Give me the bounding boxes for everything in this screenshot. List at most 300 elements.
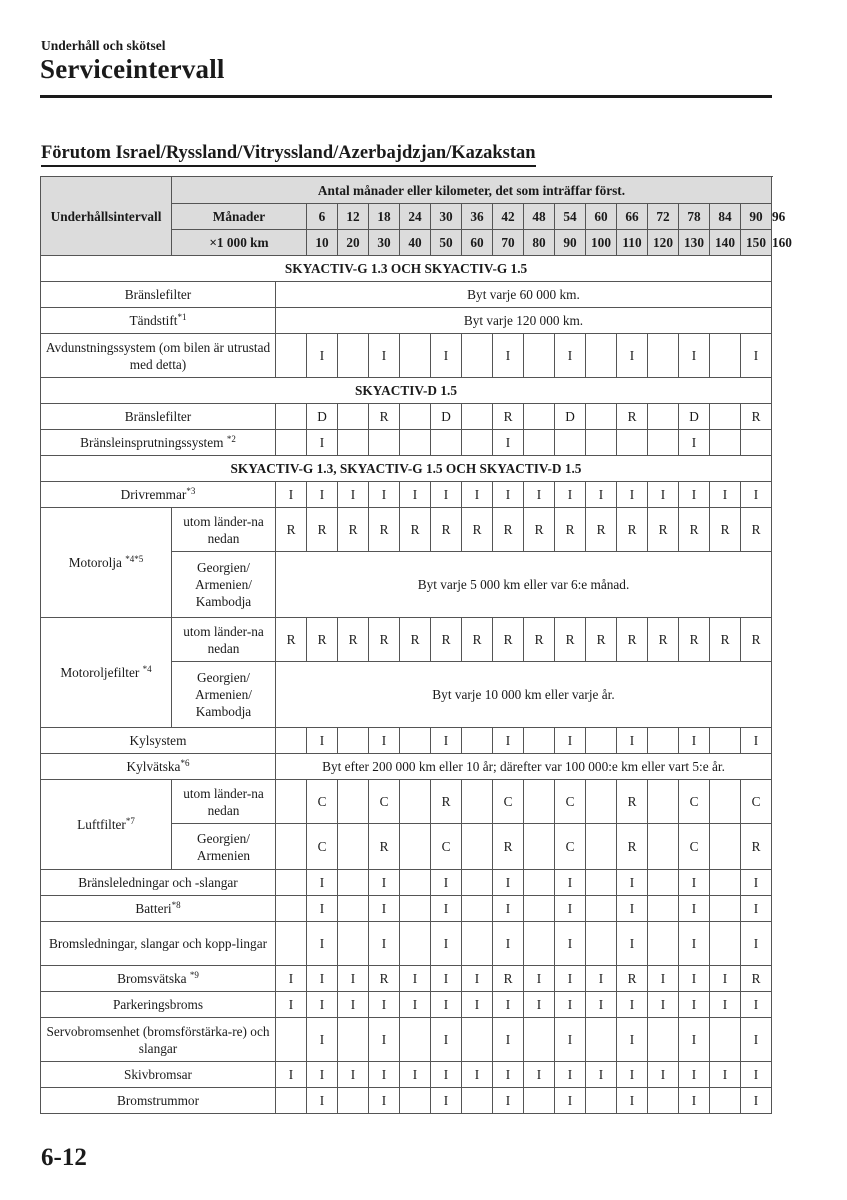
interval-cell: I	[741, 1018, 772, 1062]
service-interval-table	[40, 176, 792, 1114]
interval-cell: I	[431, 896, 462, 922]
interval-cell	[648, 1018, 679, 1062]
interval-cell	[586, 896, 617, 922]
interval-cell	[400, 1088, 431, 1114]
interval-cell: I	[338, 1062, 369, 1088]
section-heading: SKYACTIV-G 1.3 OCH SKYACTIV-G 1.5	[41, 256, 772, 282]
section-row	[41, 456, 772, 482]
km-header: 120	[648, 230, 679, 256]
region-label: utom länder-na nedan	[172, 508, 276, 552]
interval-cell: I	[555, 334, 586, 378]
interval-cell: I	[431, 1018, 462, 1062]
footnote-marker: *4	[142, 664, 152, 674]
interval-cell: I	[679, 966, 710, 992]
interval-cell: I	[462, 482, 493, 508]
month-header: 30	[431, 204, 462, 230]
km-header: 150	[741, 230, 772, 256]
interval-cell: D	[307, 404, 338, 430]
interval-cell	[586, 404, 617, 430]
month-header: 42	[493, 204, 524, 230]
interval-cell	[648, 780, 679, 824]
interval-cell: C	[493, 780, 524, 824]
item-name: Motoroljefilter	[60, 665, 143, 680]
km-header: 110	[617, 230, 648, 256]
interval-cell: R	[710, 508, 741, 552]
interval-cell	[338, 1018, 369, 1062]
interval-cell: D	[679, 404, 710, 430]
interval-cell	[276, 922, 307, 966]
interval-cell: R	[555, 618, 586, 662]
interval-cell: I	[369, 922, 400, 966]
interval-cell	[276, 780, 307, 824]
interval-cell	[462, 334, 493, 378]
interval-cell	[710, 922, 741, 966]
interval-cell	[338, 430, 369, 456]
item-label	[41, 308, 276, 334]
item-name: Luftfilter	[77, 817, 126, 832]
interval-cell: I	[369, 896, 400, 922]
month-header: 24	[400, 204, 431, 230]
interval-cell: I	[493, 1062, 524, 1088]
interval-cell: R	[679, 618, 710, 662]
month-header: 66	[617, 204, 648, 230]
interval-cell	[710, 404, 741, 430]
header-row-km: ×1 000 km 10 20 30 40 50 60 70 80 90 100 110 120 130 140 150 160	[41, 230, 772, 256]
interval-cell: I	[493, 1088, 524, 1114]
month-header: 18	[369, 204, 400, 230]
interval-cell: R	[617, 824, 648, 870]
interval-cell: I	[369, 334, 400, 378]
interval-cell: R	[493, 618, 524, 662]
table-row	[41, 896, 772, 922]
section-label: Underhåll och skötsel	[41, 38, 166, 53]
item-name: Bränsleledningar och -slangar	[78, 875, 238, 890]
item-label	[41, 282, 276, 308]
interval-cell: I	[307, 1062, 338, 1088]
interval-cell: R	[462, 618, 493, 662]
interval-cell	[586, 780, 617, 824]
section-heading: SKYACTIV-D 1.5	[41, 378, 772, 404]
interval-cell: I	[307, 430, 338, 456]
interval-cell	[338, 896, 369, 922]
table-row	[41, 966, 772, 992]
interval-cell	[648, 1088, 679, 1114]
interval-cell	[710, 728, 741, 754]
interval-cell	[524, 896, 555, 922]
interval-cell: I	[617, 896, 648, 922]
interval-cell	[586, 728, 617, 754]
item-name: Bromsledningar, slangar och kopp-lingar	[48, 936, 268, 951]
region-label: Georgien/ Armenien	[172, 824, 276, 870]
interval-cell: I	[338, 992, 369, 1018]
interval-cell: I	[369, 728, 400, 754]
interval-cell	[710, 896, 741, 922]
interval-cell: R	[741, 404, 772, 430]
interval-cell: I	[338, 966, 369, 992]
interval-cell: C	[741, 780, 772, 824]
interval-cell	[648, 430, 679, 456]
interval-cell: I	[431, 334, 462, 378]
footnote-marker: *7	[125, 816, 135, 826]
interval-cell	[617, 430, 648, 456]
interval-cell	[400, 334, 431, 378]
interval-cell: R	[617, 508, 648, 552]
interval-cell: I	[524, 992, 555, 1018]
interval-cell: R	[276, 508, 307, 552]
interval-cell: I	[648, 1062, 679, 1088]
interval-cell: I	[524, 1062, 555, 1088]
interval-cell: R	[586, 508, 617, 552]
item-label	[41, 1062, 276, 1088]
interval-cell: R	[493, 966, 524, 992]
interval-cell: I	[586, 1062, 617, 1088]
interval-cell	[276, 728, 307, 754]
item-name: Bränsleinsprutningssystem	[80, 435, 227, 450]
interval-cell: R	[276, 618, 307, 662]
interval-cell: I	[431, 728, 462, 754]
interval-cell: I	[307, 870, 338, 896]
interval-cell: C	[431, 824, 462, 870]
table-row	[41, 404, 772, 430]
interval-cell	[586, 870, 617, 896]
item-name: Avdunstningssystem (om bilen är utrustad med detta)	[45, 339, 271, 372]
table-row	[41, 1018, 772, 1062]
interval-cell: I	[679, 1088, 710, 1114]
interval-cell	[710, 1018, 741, 1062]
interval-cell	[462, 896, 493, 922]
item-name: Bränslefilter	[124, 409, 192, 424]
interval-cell: I	[493, 482, 524, 508]
interval-cell: I	[493, 870, 524, 896]
km-header: 90	[555, 230, 586, 256]
region-label: utom länder-na nedan	[172, 618, 276, 662]
table-row	[41, 508, 772, 552]
interval-cell: I	[338, 482, 369, 508]
interval-cell	[400, 728, 431, 754]
interval-cell: I	[276, 992, 307, 1018]
interval-cell: R	[617, 404, 648, 430]
interval-cell	[338, 1088, 369, 1114]
interval-cell: I	[431, 992, 462, 1018]
interval-cell: C	[679, 824, 710, 870]
interval-cell: I	[307, 334, 338, 378]
item-label	[41, 870, 276, 896]
interval-cell	[338, 780, 369, 824]
interval-cell: I	[679, 430, 710, 456]
interval-cell: I	[555, 728, 586, 754]
table-row	[41, 992, 772, 1018]
interval-cell: I	[617, 922, 648, 966]
interval-cell: C	[679, 780, 710, 824]
interval-cell	[462, 870, 493, 896]
interval-cell: R	[555, 508, 586, 552]
interval-cell: I	[679, 992, 710, 1018]
interval-cell: R	[710, 618, 741, 662]
interval-cell	[524, 430, 555, 456]
interval-cell: I	[400, 966, 431, 992]
item-name: Tändstift	[129, 313, 178, 328]
footnote-marker: *1	[177, 312, 187, 322]
interval-cell: I	[555, 482, 586, 508]
table-row	[41, 1088, 772, 1114]
item-name: Kylvätska	[126, 759, 181, 774]
interval-cell: I	[369, 482, 400, 508]
item-name: Kylsystem	[129, 733, 187, 748]
interval-cell	[586, 430, 617, 456]
interval-cell: I	[555, 1088, 586, 1114]
interval-cell: I	[710, 992, 741, 1018]
interval-cell	[400, 922, 431, 966]
interval-cell: I	[493, 334, 524, 378]
interval-cell: C	[555, 824, 586, 870]
interval-cell: I	[679, 896, 710, 922]
interval-cell: I	[307, 728, 338, 754]
interval-cell: I	[555, 966, 586, 992]
interval-cell: I	[431, 1088, 462, 1114]
interval-cell	[369, 430, 400, 456]
item-label	[41, 618, 172, 728]
footnote-marker: *3	[186, 486, 196, 496]
interval-cell	[648, 870, 679, 896]
interval-cell: I	[710, 966, 741, 992]
item-label	[41, 508, 172, 618]
interval-cell: C	[555, 780, 586, 824]
interval-cell	[524, 334, 555, 378]
interval-cell	[648, 896, 679, 922]
item-label	[41, 430, 276, 456]
interval-cell: I	[524, 966, 555, 992]
interval-cell: R	[307, 508, 338, 552]
interval-cell: I	[741, 1062, 772, 1088]
region-label: utom länder-na nedan	[172, 780, 276, 824]
months-label: Månader	[172, 204, 307, 230]
interval-cell: I	[555, 870, 586, 896]
section-row	[41, 378, 772, 404]
interval-cell	[648, 824, 679, 870]
interval-cell: I	[741, 482, 772, 508]
interval-cell: I	[617, 1088, 648, 1114]
interval-cell	[338, 728, 369, 754]
interval-cell	[462, 430, 493, 456]
section-row	[41, 256, 772, 282]
interval-cell: I	[741, 896, 772, 922]
interval-cell	[524, 1018, 555, 1062]
table-row	[41, 334, 772, 378]
interval-cell	[524, 780, 555, 824]
interval-cell: R	[617, 618, 648, 662]
item-name: Motorolja	[68, 555, 126, 570]
region-subtitle: Förutom Israel/Ryssland/Vitryssland/Azerbajdzjan/Kazakstan	[41, 142, 536, 167]
interval-cell: I	[307, 966, 338, 992]
interval-cell: R	[369, 618, 400, 662]
interval-cell	[462, 1088, 493, 1114]
interval-cell: R	[741, 508, 772, 552]
month-header: 36	[462, 204, 493, 230]
interval-cell: I	[307, 922, 338, 966]
km-header: 60	[462, 230, 493, 256]
interval-cell: I	[741, 992, 772, 1018]
interval-cell	[586, 1088, 617, 1114]
interval-cell	[710, 430, 741, 456]
interval-cell	[462, 404, 493, 430]
interval-cell: I	[679, 728, 710, 754]
km-header: 50	[431, 230, 462, 256]
interval-cell	[462, 824, 493, 870]
table-row	[41, 282, 772, 308]
interval-cell: R	[338, 508, 369, 552]
table-row	[41, 754, 772, 780]
interval-cell: I	[679, 1018, 710, 1062]
interval-cell	[524, 728, 555, 754]
item-name: Bromsvätska	[117, 971, 190, 986]
km-header: 80	[524, 230, 555, 256]
interval-cell: R	[524, 618, 555, 662]
interval-cell: R	[679, 508, 710, 552]
interval-cell: I	[617, 1018, 648, 1062]
interval-cell: R	[493, 404, 524, 430]
interval-cell	[586, 1018, 617, 1062]
header-row-caption	[41, 177, 772, 204]
page-number: 6-12	[41, 1144, 87, 1171]
interval-cell	[276, 896, 307, 922]
km-header: 30	[369, 230, 400, 256]
item-label	[41, 896, 276, 922]
interval-cell: R	[741, 966, 772, 992]
table-row	[41, 728, 772, 754]
table-row	[41, 308, 772, 334]
interval-cell: I	[555, 896, 586, 922]
interval-cell: I	[524, 482, 555, 508]
item-name: Bromstrummor	[117, 1093, 199, 1108]
item-label	[41, 992, 276, 1018]
interval-cell: I	[617, 992, 648, 1018]
interval-cell: I	[493, 922, 524, 966]
interval-cell: C	[307, 824, 338, 870]
interval-cell: I	[369, 870, 400, 896]
interval-cell: R	[586, 618, 617, 662]
interval-cell: I	[617, 728, 648, 754]
month-header: 90	[741, 204, 772, 230]
interval-cell	[276, 870, 307, 896]
interval-cell: I	[369, 1018, 400, 1062]
interval-cell: I	[493, 728, 524, 754]
item-label	[41, 1088, 276, 1114]
interval-cell	[400, 896, 431, 922]
interval-cell: R	[338, 618, 369, 662]
interval-cell: D	[431, 404, 462, 430]
interval-cell: R	[369, 508, 400, 552]
interval-cell: I	[741, 870, 772, 896]
interval-cell: I	[493, 430, 524, 456]
interval-cell	[586, 334, 617, 378]
interval-cell: I	[431, 922, 462, 966]
table-row	[41, 618, 772, 662]
item-name: Bränslefilter	[124, 287, 192, 302]
interval-cell: I	[431, 966, 462, 992]
interval-text: Byt efter 200 000 km eller 10 år; därefter var 100 000:e km eller vart 5:e år.	[276, 754, 772, 780]
interval-cell: I	[369, 1088, 400, 1114]
footnote-marker: *8	[171, 900, 181, 910]
interval-cell	[338, 870, 369, 896]
interval-cell	[462, 728, 493, 754]
interval-cell	[462, 922, 493, 966]
interval-cell: I	[741, 728, 772, 754]
interval-cell: I	[586, 482, 617, 508]
interval-cell	[524, 922, 555, 966]
interval-cell: I	[276, 1062, 307, 1088]
item-label	[41, 728, 276, 754]
interval-cell: R	[400, 618, 431, 662]
interval-cell: I	[462, 992, 493, 1018]
table-row	[41, 1062, 772, 1088]
item-label	[41, 482, 276, 508]
interval-cell: I	[431, 482, 462, 508]
interval-cell	[710, 870, 741, 896]
interval-text: Byt varje 10 000 km eller varje år.	[276, 662, 772, 728]
item-label	[41, 780, 172, 870]
interval-cell	[710, 824, 741, 870]
interval-cell: R	[307, 618, 338, 662]
interval-cell	[648, 728, 679, 754]
km-header: 100	[586, 230, 617, 256]
interval-cell	[462, 1018, 493, 1062]
table-row	[41, 922, 772, 966]
km-header: 10	[307, 230, 338, 256]
interval-cell: I	[431, 870, 462, 896]
interval-cell	[276, 1088, 307, 1114]
interval-cell: R	[369, 404, 400, 430]
interval-cell	[400, 824, 431, 870]
item-name: Drivremmar	[120, 487, 187, 502]
interval-cell: I	[617, 1062, 648, 1088]
interval-cell: R	[400, 508, 431, 552]
interval-cell: R	[431, 780, 462, 824]
interval-cell: I	[710, 1062, 741, 1088]
interval-cell	[555, 430, 586, 456]
interval-cell	[586, 922, 617, 966]
interval-cell: R	[493, 824, 524, 870]
interval-cell	[524, 824, 555, 870]
interval-cell	[710, 334, 741, 378]
interval-cell: R	[648, 508, 679, 552]
interval-cell	[400, 430, 431, 456]
interval-cell: R	[741, 824, 772, 870]
interval-cell: I	[555, 1062, 586, 1088]
interval-text: Byt varje 5 000 km eller var 6:e månad.	[276, 552, 772, 618]
interval-cell: I	[679, 334, 710, 378]
interval-cell	[276, 430, 307, 456]
interval-cell: I	[679, 1062, 710, 1088]
interval-cell: I	[679, 482, 710, 508]
interval-cell	[400, 870, 431, 896]
item-label	[41, 966, 276, 992]
interval-cell: I	[307, 1018, 338, 1062]
interval-cell: R	[741, 618, 772, 662]
interval-cell	[462, 780, 493, 824]
interval-cell	[338, 334, 369, 378]
interval-cell: I	[400, 1062, 431, 1088]
month-header: 60	[586, 204, 617, 230]
interval-cell: I	[679, 870, 710, 896]
month-header: 54	[555, 204, 586, 230]
interval-cell: I	[307, 992, 338, 1018]
interval-text: Byt varje 120 000 km.	[276, 308, 772, 334]
interval-cell	[710, 1088, 741, 1114]
interval-cell: I	[493, 992, 524, 1018]
interval-cell: R	[431, 618, 462, 662]
interval-cell: I	[400, 482, 431, 508]
km-header: 70	[493, 230, 524, 256]
